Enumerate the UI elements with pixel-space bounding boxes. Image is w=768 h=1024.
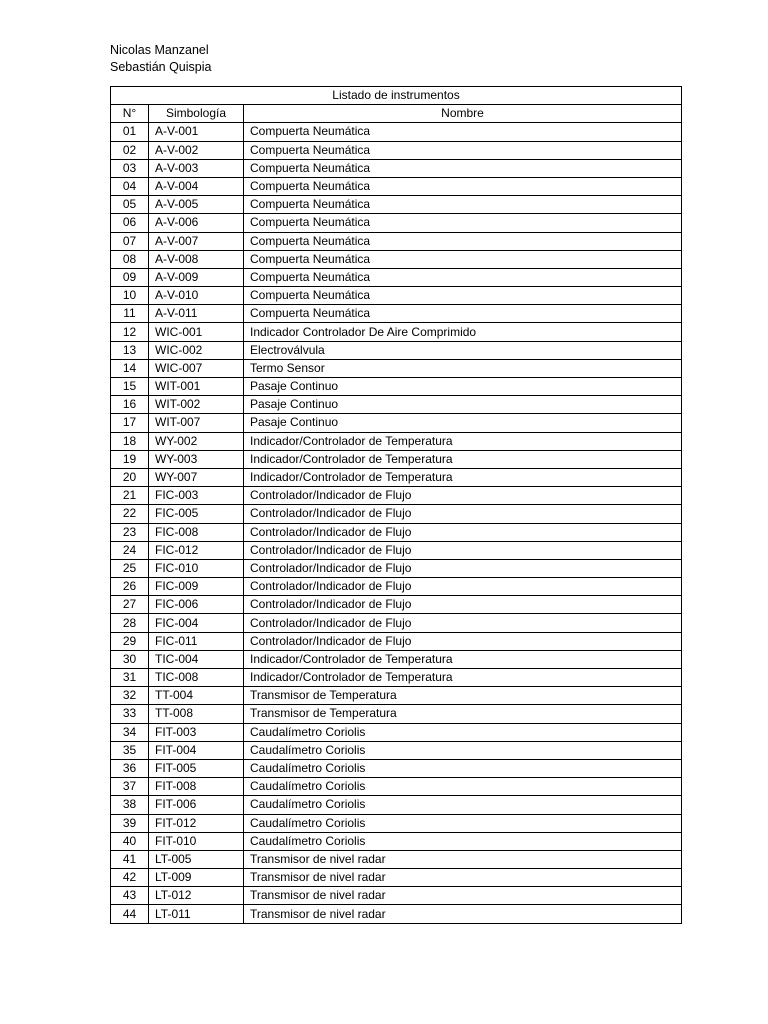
cell-number: 14 [111,359,149,377]
cell-name: Pasaje Continuo [244,396,682,414]
cell-symbol: LT-011 [149,905,244,923]
cell-name: Transmisor de nivel radar [244,887,682,905]
table-title-row [111,87,682,105]
cell-number: 38 [111,796,149,814]
cell-name: Controlador/Indicador de Flujo [244,578,682,596]
cell-number: 37 [111,778,149,796]
cell-name: Pasaje Continuo [244,378,682,396]
author-list [110,42,211,76]
cell-symbol: WIC-007 [149,359,244,377]
cell-number: 31 [111,669,149,687]
cell-symbol: WIC-001 [149,323,244,341]
cell-name: Compuerta Neumática [244,177,682,195]
cell-number: 15 [111,378,149,396]
cell-symbol: FIC-004 [149,614,244,632]
cell-number: 04 [111,177,149,195]
cell-number: 17 [111,414,149,432]
cell-number: 10 [111,287,149,305]
cell-symbol: TIC-008 [149,669,244,687]
table-row [111,214,682,232]
cell-name: Compuerta Neumática [244,232,682,250]
instrument-list-table [110,86,682,924]
cell-name: Compuerta Neumática [244,305,682,323]
cell-symbol: A-V-010 [149,287,244,305]
cell-number: 36 [111,759,149,777]
cell-name: Indicador/Controlador de Temperatura [244,432,682,450]
cell-symbol: A-V-011 [149,305,244,323]
table-row [111,432,682,450]
table-row [111,487,682,505]
table-row [111,323,682,341]
table-row [111,905,682,923]
cell-name: Caudalímetro Coriolis [244,778,682,796]
cell-number: 18 [111,432,149,450]
cell-number: 25 [111,559,149,577]
cell-symbol: WIT-007 [149,414,244,432]
cell-name: Electroválvula [244,341,682,359]
cell-name: Pasaje Continuo [244,414,682,432]
cell-number: 01 [111,123,149,141]
cell-number: 07 [111,232,149,250]
cell-name: Indicador/Controlador de Temperatura [244,669,682,687]
cell-symbol: LT-009 [149,869,244,887]
cell-symbol: FIC-009 [149,578,244,596]
table-row [111,559,682,577]
cell-name: Compuerta Neumática [244,287,682,305]
cell-number: 12 [111,323,149,341]
cell-name: Controlador/Indicador de Flujo [244,596,682,614]
cell-name: Controlador/Indicador de Flujo [244,523,682,541]
table-row [111,796,682,814]
table-row [111,596,682,614]
cell-symbol: LT-005 [149,850,244,868]
cell-number: 02 [111,141,149,159]
cell-name: Indicador/Controlador de Temperatura [244,468,682,486]
cell-name: Indicador Controlador De Aire Comprimido [244,323,682,341]
cell-number: 42 [111,869,149,887]
cell-number: 27 [111,596,149,614]
cell-symbol: FIT-010 [149,832,244,850]
table-body [111,123,682,923]
cell-number: 16 [111,396,149,414]
cell-name: Indicador/Controlador de Temperatura [244,450,682,468]
table-row [111,705,682,723]
cell-symbol: WIT-001 [149,378,244,396]
cell-name: Controlador/Indicador de Flujo [244,614,682,632]
author-name: Nicolas Manzanel [110,43,209,57]
cell-name: Termo Sensor [244,359,682,377]
cell-symbol: FIC-008 [149,523,244,541]
table-row [111,341,682,359]
cell-number: 09 [111,268,149,286]
table-row [111,741,682,759]
table-row [111,523,682,541]
table-row [111,541,682,559]
table-row [111,378,682,396]
cell-symbol: A-V-007 [149,232,244,250]
cell-symbol: A-V-003 [149,159,244,177]
cell-name: Indicador/Controlador de Temperatura [244,650,682,668]
cell-number: 44 [111,905,149,923]
cell-symbol: TT-004 [149,687,244,705]
author-name: Sebastián Quispia [110,60,212,74]
cell-symbol: FIT-006 [149,796,244,814]
cell-number: 06 [111,214,149,232]
table-row [111,614,682,632]
cell-number: 19 [111,450,149,468]
cell-name: Caudalímetro Coriolis [244,814,682,832]
cell-number: 30 [111,650,149,668]
table-row [111,159,682,177]
cell-name: Compuerta Neumática [244,214,682,232]
table-header-row [111,105,682,123]
cell-name: Controlador/Indicador de Flujo [244,505,682,523]
cell-name: Caudalímetro Coriolis [244,741,682,759]
cell-name: Transmisor de Temperatura [244,687,682,705]
cell-symbol: WY-007 [149,468,244,486]
table-row [111,887,682,905]
cell-symbol: TIC-004 [149,650,244,668]
cell-number: 08 [111,250,149,268]
cell-symbol: A-V-008 [149,250,244,268]
table-row [111,468,682,486]
cell-number: 39 [111,814,149,832]
cell-symbol: TT-008 [149,705,244,723]
table-row [111,850,682,868]
table-row [111,396,682,414]
cell-number: 29 [111,632,149,650]
cell-symbol: FIC-011 [149,632,244,650]
cell-symbol: FIT-003 [149,723,244,741]
cell-symbol: A-V-001 [149,123,244,141]
table-row [111,778,682,796]
cell-name: Transmisor de nivel radar [244,869,682,887]
cell-number: 28 [111,614,149,632]
cell-name: Compuerta Neumática [244,159,682,177]
cell-symbol: FIC-005 [149,505,244,523]
table-row [111,669,682,687]
cell-symbol: A-V-006 [149,214,244,232]
cell-name: Transmisor de nivel radar [244,905,682,923]
table-row [111,650,682,668]
cell-symbol: FIC-003 [149,487,244,505]
table-row [111,359,682,377]
cell-name: Controlador/Indicador de Flujo [244,541,682,559]
table-row [111,414,682,432]
cell-name: Controlador/Indicador de Flujo [244,559,682,577]
cell-name: Compuerta Neumática [244,196,682,214]
table-row [111,814,682,832]
cell-number: 41 [111,850,149,868]
table-row [111,305,682,323]
cell-symbol: A-V-002 [149,141,244,159]
table-row [111,196,682,214]
cell-symbol: A-V-005 [149,196,244,214]
table-row [111,250,682,268]
cell-number: 32 [111,687,149,705]
cell-symbol: FIT-008 [149,778,244,796]
table-row [111,141,682,159]
cell-symbol: WY-003 [149,450,244,468]
cell-symbol: A-V-004 [149,177,244,195]
cell-symbol: WY-002 [149,432,244,450]
cell-symbol: WIC-002 [149,341,244,359]
column-header-number: N° [111,105,149,123]
cell-number: 26 [111,578,149,596]
cell-number: 20 [111,468,149,486]
table-row [111,268,682,286]
table-row [111,759,682,777]
cell-name: Caudalímetro Coriolis [244,796,682,814]
cell-number: 11 [111,305,149,323]
cell-symbol: FIC-012 [149,541,244,559]
cell-name: Compuerta Neumática [244,123,682,141]
table-row [111,123,682,141]
cell-symbol: FIT-004 [149,741,244,759]
cell-number: 23 [111,523,149,541]
cell-name: Controlador/Indicador de Flujo [244,487,682,505]
cell-name: Controlador/Indicador de Flujo [244,632,682,650]
cell-symbol: LT-012 [149,887,244,905]
cell-number: 34 [111,723,149,741]
table-row [111,869,682,887]
table-row [111,687,682,705]
cell-name: Caudalímetro Coriolis [244,723,682,741]
cell-name: Compuerta Neumática [244,268,682,286]
cell-number: 33 [111,705,149,723]
cell-symbol: A-V-009 [149,268,244,286]
cell-symbol: FIT-012 [149,814,244,832]
table-row [111,450,682,468]
cell-number: 13 [111,341,149,359]
column-header-symbol: Simbología [149,105,244,123]
cell-number: 40 [111,832,149,850]
cell-symbol: FIC-010 [149,559,244,577]
table-row [111,578,682,596]
cell-name: Compuerta Neumática [244,141,682,159]
table-row [111,832,682,850]
table-row [111,505,682,523]
cell-name: Compuerta Neumática [244,250,682,268]
cell-number: 22 [111,505,149,523]
table-row [111,723,682,741]
table-row [111,232,682,250]
cell-number: 21 [111,487,149,505]
cell-name: Transmisor de nivel radar [244,850,682,868]
table-row [111,287,682,305]
cell-number: 03 [111,159,149,177]
table-row [111,177,682,195]
cell-number: 35 [111,741,149,759]
cell-number: 43 [111,887,149,905]
cell-symbol: FIT-005 [149,759,244,777]
table-title: Listado de instrumentos [111,87,682,105]
cell-name: Caudalímetro Coriolis [244,759,682,777]
cell-number: 24 [111,541,149,559]
cell-name: Caudalímetro Coriolis [244,832,682,850]
column-header-name: Nombre [244,105,682,123]
cell-number: 05 [111,196,149,214]
cell-name: Transmisor de Temperatura [244,705,682,723]
table-row [111,632,682,650]
cell-symbol: WIT-002 [149,396,244,414]
cell-symbol: FIC-006 [149,596,244,614]
